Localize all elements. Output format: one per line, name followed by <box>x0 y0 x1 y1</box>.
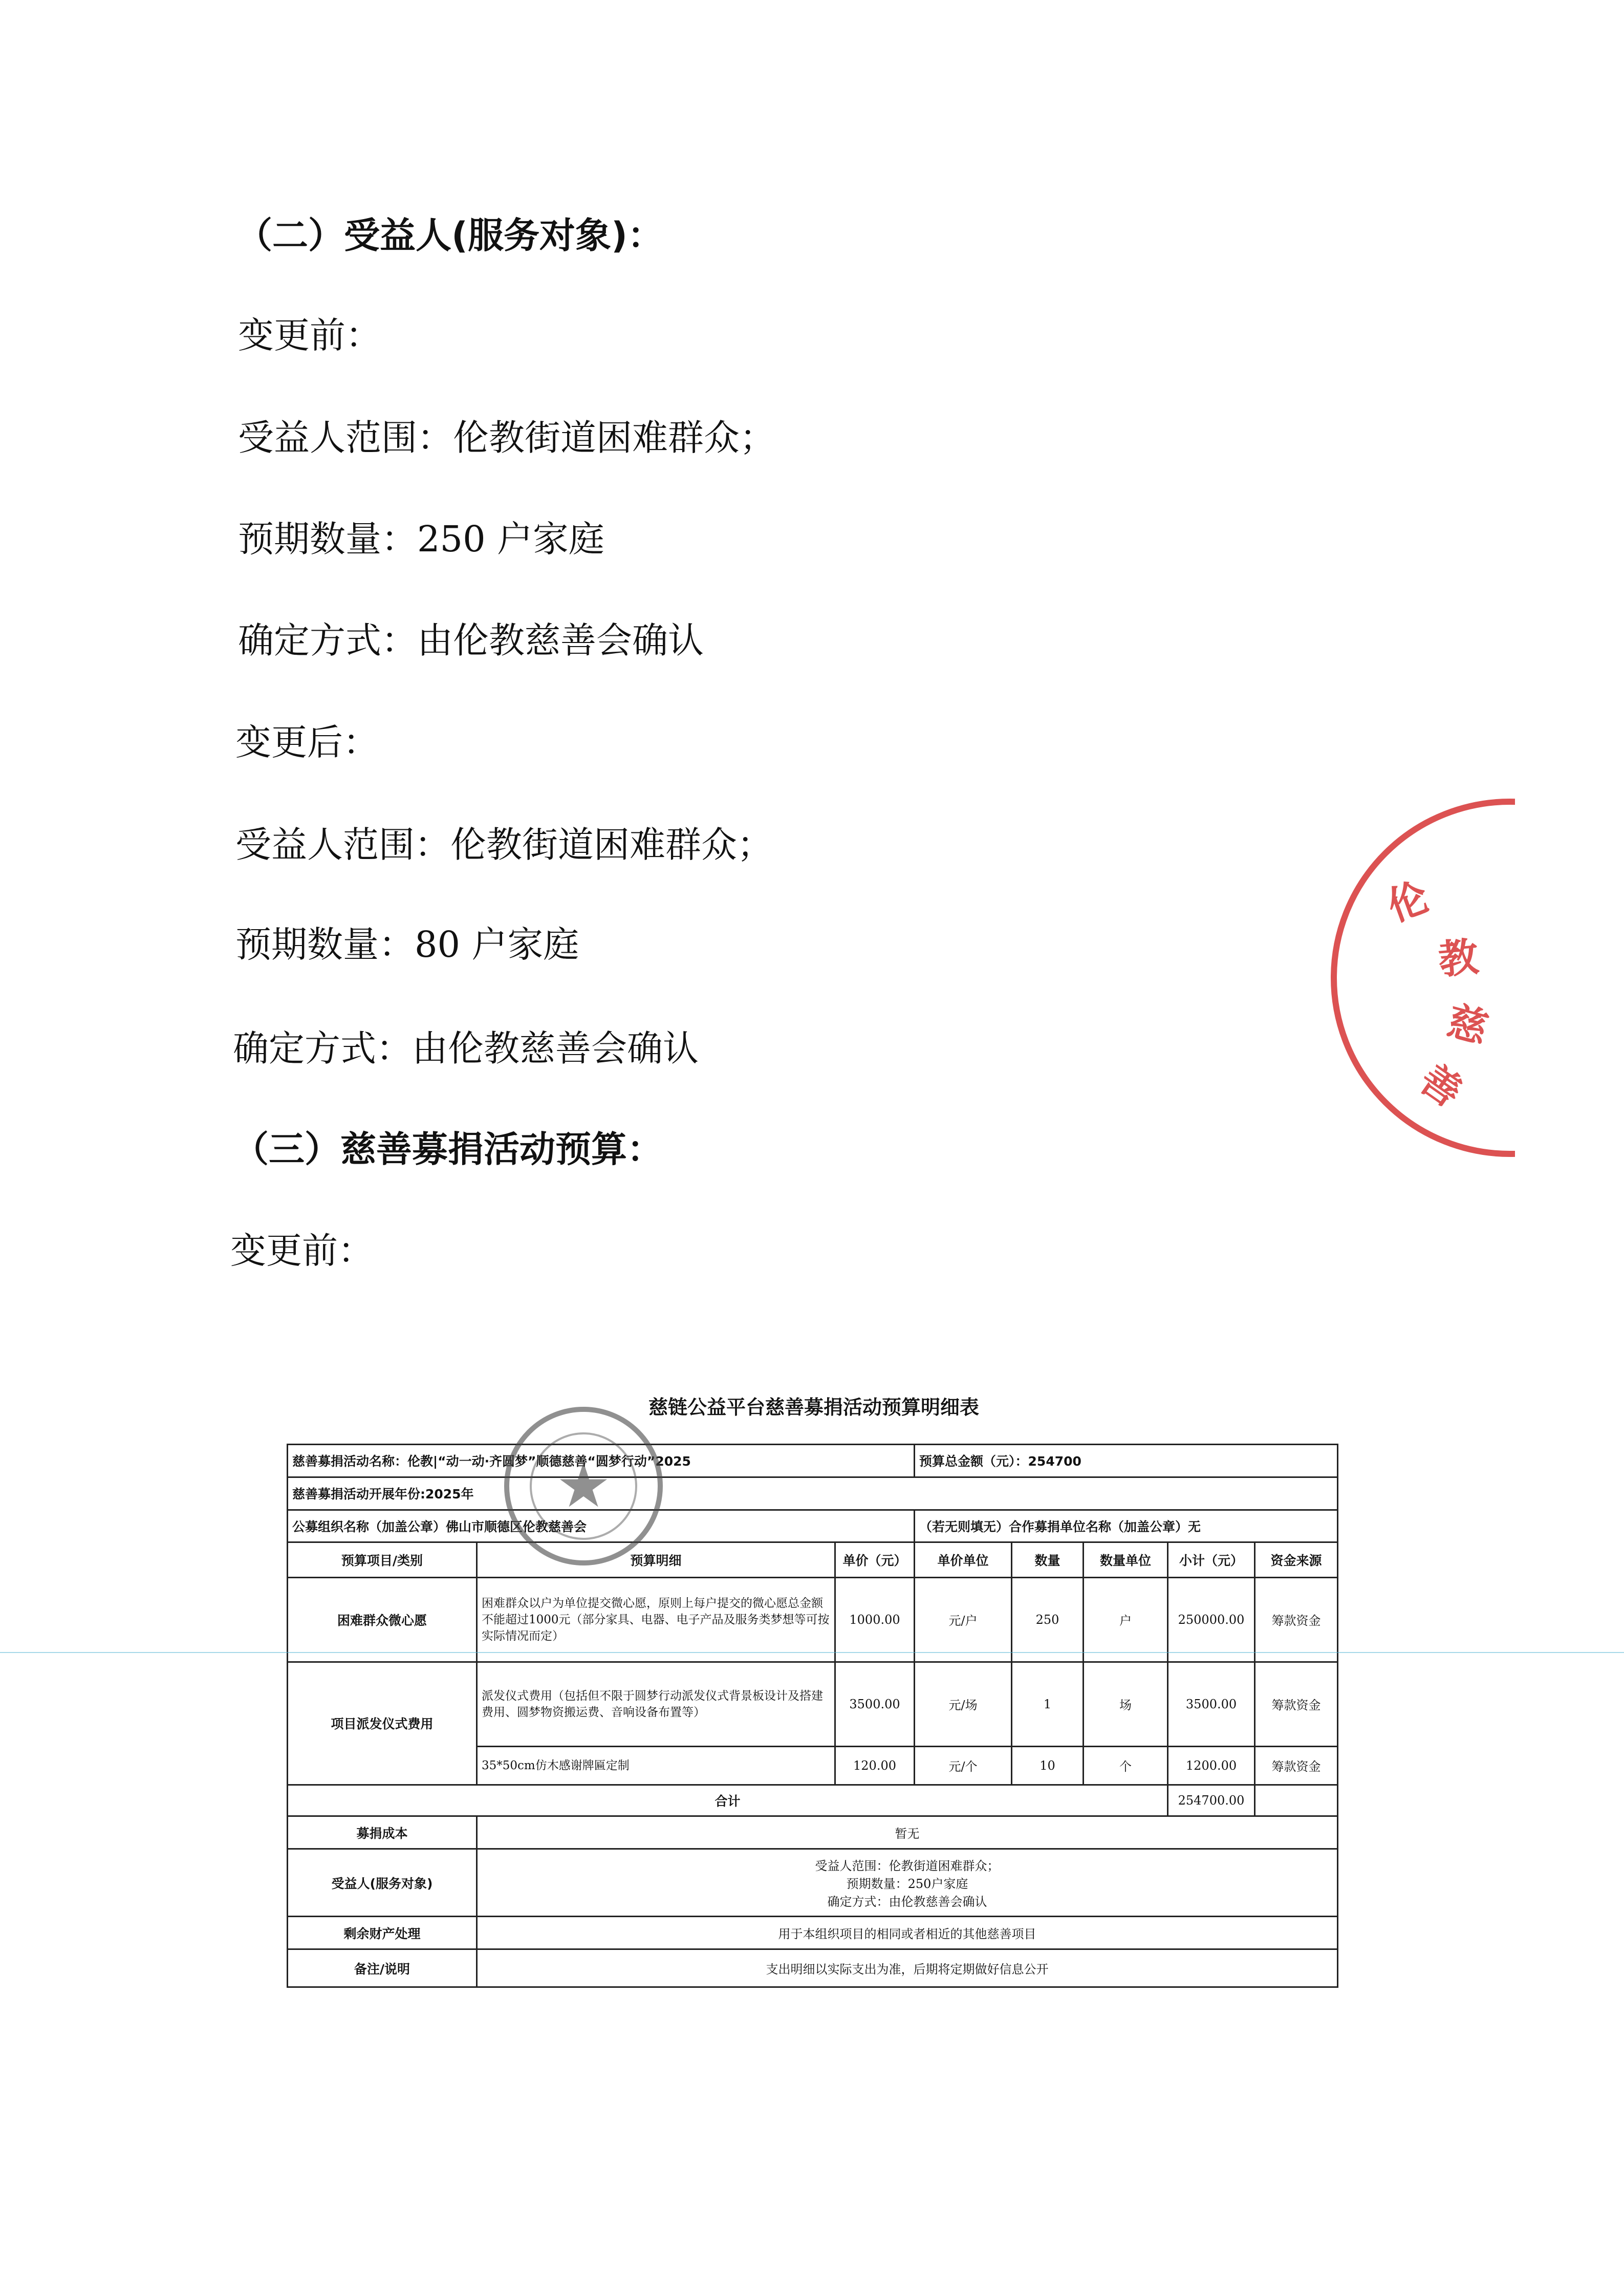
scan-artifact-line <box>0 1652 1624 1653</box>
header-quantity-unit: 数量单位 <box>1084 1542 1168 1577</box>
header-subtotal: 小计（元） <box>1168 1542 1255 1577</box>
total-label: 合计 <box>288 1785 1168 1816</box>
row-price-unit: 元/个 <box>915 1746 1012 1785</box>
budget-table-title: 慈链公益平台慈善募捐活动预算明细表 <box>648 1396 979 1419</box>
activity-year: 慈善募捐活动开展年份:2025年 <box>288 1477 1338 1510</box>
after-expected-count: 预期数量：80 户家庭 <box>235 924 579 965</box>
row-unit-price: 120.00 <box>835 1746 915 1785</box>
surplus-label: 剩余财产处理 <box>288 1917 477 1949</box>
row-fund-source: 筹款资金 <box>1255 1746 1338 1785</box>
row-quantity: 1 <box>1012 1662 1084 1746</box>
row-fund-source: 筹款资金 <box>1255 1662 1338 1746</box>
total-empty-cell <box>1255 1785 1338 1816</box>
total-budget-amount: 预算总金额（元）：254700 <box>915 1445 1338 1477</box>
cost-label: 募捐成本 <box>288 1816 477 1849</box>
row-subtotal: 1200.00 <box>1168 1746 1255 1785</box>
after-change-label: 变更后： <box>235 721 379 763</box>
before-change-label: 变更前： <box>238 314 381 356</box>
table-row <box>288 1577 1338 1662</box>
partner-organization: （若无则填无）合作募捐单位名称（加盖公章）无 <box>915 1510 1338 1542</box>
section-heading-budget: （三）慈善募捐活动预算： <box>233 1128 663 1170</box>
header-price-unit: 单价单位 <box>915 1542 1012 1577</box>
total-value: 254700.00 <box>1168 1785 1255 1816</box>
seal-char: 善 <box>1411 1056 1470 1117</box>
row-detail: 35*50cm仿木感谢牌匾定制 <box>477 1746 835 1785</box>
remark-value: 支出明细以实际支出为准，后期将定期做好信息公开 <box>477 1949 1338 1987</box>
row-detail: 困难群众以户为单位提交微心愿，原则上每户提交的微心愿总金额不能超过1000元（部分家具、电器、电子产品及服务类梦想等可按实际情况而定） <box>477 1577 835 1662</box>
before-expected-count: 预期数量：250 户家庭 <box>238 518 604 560</box>
organization-name: 公募组织名称（加盖公章）佛山市顺德区伦教慈善会 <box>288 1510 915 1542</box>
before-beneficiary-scope: 受益人范围：伦教街道困难群众； <box>238 417 775 459</box>
table-row <box>288 1662 1338 1746</box>
after-confirm-method: 确定方式：由伦教慈善会确认 <box>233 1027 699 1069</box>
organization-seal-stamp <box>504 1407 663 1565</box>
seal-char: 慈 <box>1442 998 1493 1053</box>
row-unit-price: 3500.00 <box>835 1662 915 1746</box>
activity-name: 慈善募捐活动名称：伦教|“动一动·齐圆梦”顺德慈善“圆梦行动”2025 <box>288 1445 915 1477</box>
seal-char: 伦 <box>1381 873 1435 931</box>
row-subtotal: 250000.00 <box>1168 1577 1255 1662</box>
beneficiary-value: 受益人范围：伦教街道困难群众； 预期数量：250户家庭 确定方式：由伦教慈善会确认 <box>477 1849 1338 1917</box>
row-quantity: 10 <box>1012 1746 1084 1785</box>
star-icon: ★ <box>556 1450 611 1521</box>
row-price-unit: 元/户 <box>915 1577 1012 1662</box>
row-quantity: 250 <box>1012 1577 1084 1662</box>
header-category: 预算项目/类别 <box>288 1542 477 1577</box>
header-quantity: 数量 <box>1012 1542 1084 1577</box>
surplus-value: 用于本组织项目的相同或者相近的其他慈善项目 <box>477 1917 1338 1949</box>
after-beneficiary-scope: 受益人范围：伦教街道困难群众； <box>235 824 773 866</box>
row-quantity-unit: 户 <box>1084 1577 1168 1662</box>
seal-char: 教 <box>1436 934 1481 984</box>
row-price-unit: 元/场 <box>915 1662 1012 1746</box>
header-detail: 预算明细 <box>477 1542 835 1577</box>
row-quantity-unit: 场 <box>1084 1662 1168 1746</box>
beneficiary-label: 受益人(服务对象) <box>288 1849 477 1917</box>
row-category: 困难群众微心愿 <box>288 1577 477 1662</box>
row-fund-source: 筹款资金 <box>1255 1577 1338 1662</box>
row-quantity-unit: 个 <box>1084 1746 1168 1785</box>
header-fund-source: 资金来源 <box>1255 1542 1338 1577</box>
row-unit-price: 1000.00 <box>835 1577 915 1662</box>
row-subtotal: 3500.00 <box>1168 1662 1255 1746</box>
remark-label: 备注/说明 <box>288 1949 477 1987</box>
before-confirm-method: 确定方式：由伦教慈善会确认 <box>238 619 704 661</box>
budget-detail-table <box>287 1444 1338 1988</box>
budget-before-change-label: 变更前： <box>230 1230 374 1272</box>
header-unit-price: 单价（元） <box>835 1542 915 1577</box>
row-category: 项目派发仪式费用 <box>288 1662 477 1785</box>
section-heading-beneficiary: （二）受益人(服务对象)： <box>236 214 663 256</box>
cost-value: 暂无 <box>477 1816 1338 1849</box>
official-seal-stamp <box>1331 799 1515 1157</box>
row-detail: 派发仪式费用（包括但不限于圆梦行动派发仪式背景板设计及搭建费用、圆梦物资搬运费、音响设备布置等） <box>477 1662 835 1746</box>
